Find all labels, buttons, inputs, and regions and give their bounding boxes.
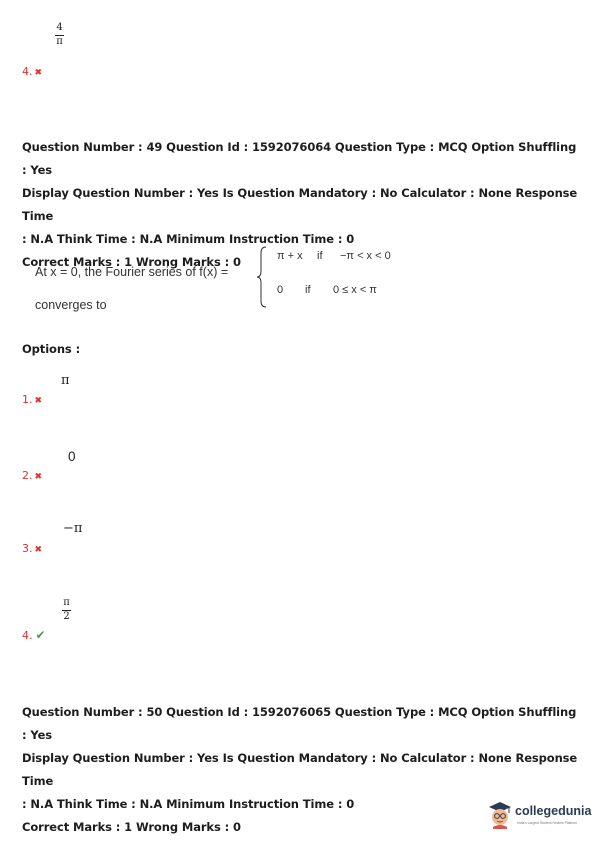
option-2-value: 0 bbox=[68, 449, 76, 464]
checkmark-icon: ✔ bbox=[35, 628, 46, 642]
option-1 bbox=[22, 388, 42, 407]
cross-icon: ✖ bbox=[34, 545, 43, 555]
option-1-value: π bbox=[61, 373, 70, 388]
option-3-value: −π bbox=[63, 521, 83, 536]
piecewise-case2-expr: 0 bbox=[277, 284, 284, 296]
header-line-3: : N.A Think Time : N.A Minimum Instruction Time : 0 bbox=[22, 797, 355, 811]
prev-option-4 bbox=[22, 60, 42, 79]
piecewise-case1-if: if bbox=[317, 250, 323, 262]
header-line-2: Display Question Number : Yes Is Question Mandatory : No Calculator : None Response Time bbox=[22, 751, 578, 788]
logo-tagline: India's Largest Student Review Platform bbox=[517, 821, 578, 825]
header-line-2: Display Question Number : Yes Is Question Mandatory : No Calculator : None Response Time bbox=[22, 186, 578, 223]
cross-icon: ✖ bbox=[34, 472, 43, 482]
piecewise-case1-expr: π + x bbox=[277, 250, 303, 262]
option-number: 4. bbox=[22, 65, 33, 78]
fraction-numerator: 4 bbox=[56, 22, 63, 33]
option-2 bbox=[22, 464, 42, 483]
option-3 bbox=[22, 537, 42, 556]
left-brace-icon bbox=[256, 246, 268, 308]
header-line-1: Question Number : 49 Question Id : 1592076064 Question Type : MCQ Option Shuffling : Yes bbox=[22, 140, 577, 177]
header-line-3: : N.A Think Time : N.A Minimum Instruction Time : 0 bbox=[22, 232, 355, 246]
header-line-1: Question Number : 50 Question Id : 1592076065 Question Type : MCQ Option Shuffling : Yes bbox=[22, 705, 577, 742]
piecewise-case1-cond: −π < x < 0 bbox=[340, 250, 391, 262]
option-number: 4. bbox=[22, 629, 33, 642]
options-label: Options : bbox=[22, 342, 81, 356]
option-4 bbox=[22, 624, 46, 643]
cross-icon: ✖ bbox=[34, 396, 43, 406]
question-stem-part1: At x = 0, the Fourier series of f(x) = bbox=[35, 265, 229, 279]
option-number: 3. bbox=[22, 542, 33, 555]
graduate-mascot-icon bbox=[488, 801, 512, 829]
piecewise-case2-if: if bbox=[305, 284, 311, 296]
marks-line: Correct Marks : 1 Wrong Marks : 0 bbox=[22, 820, 241, 834]
option-4-fraction bbox=[62, 598, 71, 622]
fraction-denominator: 2 bbox=[63, 610, 70, 622]
collegedunia-logo bbox=[488, 800, 592, 834]
marks-line: Correct Marks : 1 Wrong Marks : 0 bbox=[22, 255, 241, 269]
cross-icon: ✖ bbox=[34, 68, 43, 78]
option-number: 2. bbox=[22, 469, 33, 482]
piecewise-case2-cond: 0 ≤ x < π bbox=[333, 284, 377, 296]
logo-wordmark: collegedunia bbox=[515, 804, 592, 818]
fraction-numerator: π bbox=[63, 597, 70, 608]
option-number: 1. bbox=[22, 393, 33, 406]
prev-option-4-fraction bbox=[55, 23, 64, 47]
fraction-denominator: π bbox=[56, 35, 63, 47]
question-stem-part2: converges to bbox=[35, 298, 107, 312]
